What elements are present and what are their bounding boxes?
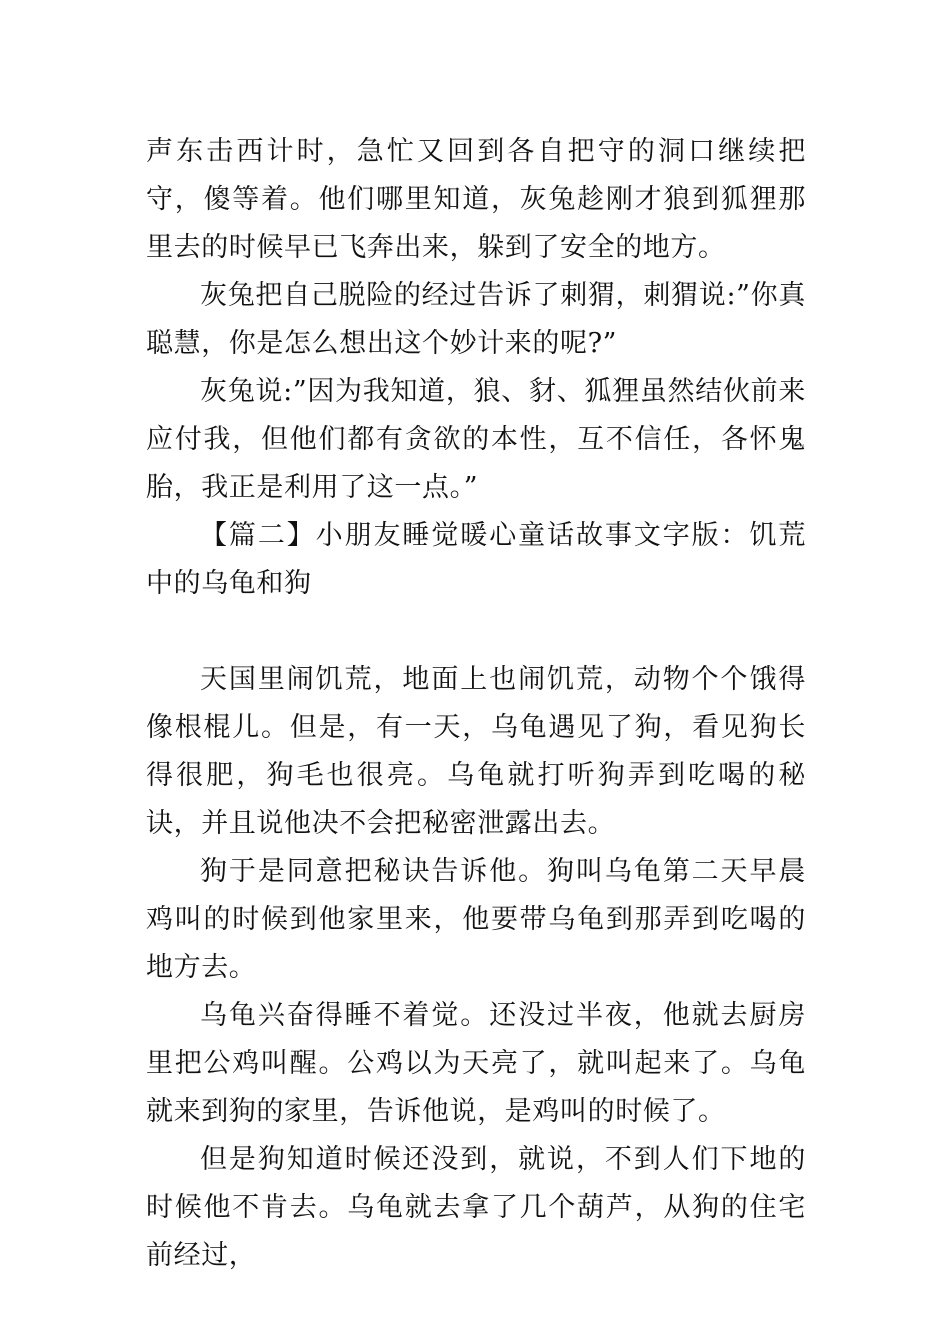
paragraph: 但是狗知道时候还没到，就说，不到人们下地的时候他不肯去。乌龟就去拿了几个葫芦，从狗的住宅前经过， bbox=[146, 1144, 806, 1271]
paragraph: 灰兔说:”因为我知道，狼、豺、狐狸虽然结伙前来应付我，但他们都有贪欲的本性，互不信任，各怀鬼胎，我正是利用了这一点。” bbox=[146, 376, 806, 503]
section-heading: 【篇二】小朋友睡觉暖心童话故事文字版：饥荒中的乌龟和狗 bbox=[146, 520, 806, 599]
paragraph: 灰兔把自己脱险的经过告诉了刺猬，刺猬说:”你真聪慧，你是怎么想出这个妙计来的呢?” bbox=[146, 280, 806, 359]
paragraph: 乌龟兴奋得睡不着觉。还没过半夜，他就去厨房里把公鸡叫醒。公鸡以为天亮了，就叫起来了。乌龟就来到狗的家里，告诉他说，是鸡叫的时候了。 bbox=[146, 1000, 806, 1127]
paragraph-continued: 声东击西计时，急忙又回到各自把守的洞口继续把守，傻等着。他们哪里知道，灰兔趁刚才狼到狐狸那里去的时候早已飞奔出来，躲到了安全的地方。 bbox=[146, 136, 806, 263]
paragraph: 狗于是同意把秘诀告诉他。狗叫乌龟第二天早晨鸡叫的时候到他家里来，他要带乌龟到那弄到吃喝的地方去。 bbox=[146, 856, 806, 983]
document-page bbox=[146, 128, 806, 1280]
blank-line bbox=[146, 608, 806, 656]
paragraph: 天国里闹饥荒，地面上也闹饥荒，动物个个饿得像根棍儿。但是，有一天，乌龟遇见了狗，看见狗长得很肥，狗毛也很亮。乌龟就打听狗弄到吃喝的秘诀，并且说他决不会把秘密泄露出去。 bbox=[146, 664, 806, 839]
